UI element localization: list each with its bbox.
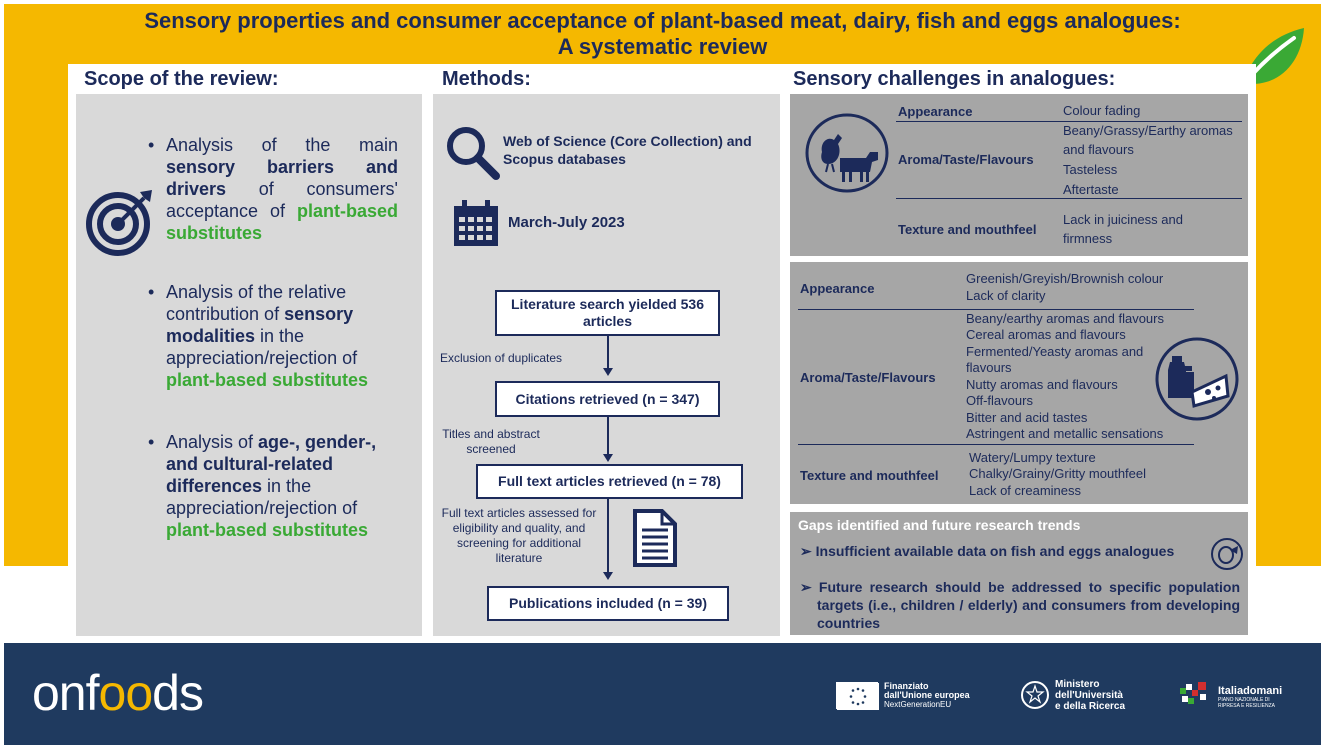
scope-item-2: • Analysis of the relative contribution of sensory modalities in the appreciation/rejection of plant-based substitutes <box>148 282 369 390</box>
dairy-aroma-3: Fermented/Yeasty aromas and <box>966 344 1144 359</box>
dairy-aroma-8: Astringent and metallic sensations <box>966 426 1164 441</box>
scope-item-1-green: plant-based substitutes <box>166 201 398 243</box>
dairy-appearance-1: Greenish/Greyish/Brownish colour <box>966 271 1164 286</box>
scope-item-1: • Analysis of the main sensory barriers and drivers of consumers' acceptance of plant-based substitutes <box>148 135 398 243</box>
meat-aroma-3: Tasteless <box>1063 162 1118 177</box>
gaps-item-2-text: Future research should be addressed to specific population targets (i.e., children / elderly) and consumers from developing countries <box>817 579 1240 631</box>
target-icon <box>86 188 154 256</box>
dairy-appearance-label: Appearance <box>800 281 875 296</box>
dairy-appearance-2: Lack of clarity <box>966 288 1046 303</box>
meat-aroma-1: Beany/Grassy/Earthy aromas <box>1063 123 1233 138</box>
dairy-aroma-5: Nutty aromas and flavours <box>966 377 1118 392</box>
methods-databases: Web of Science (Core Collection) and Scopus databases <box>503 133 752 167</box>
flow-box-search: Literature search yielded 536 articles <box>495 290 720 336</box>
methods-heading: Methods: <box>442 68 531 90</box>
scope-item-1-bold: sensory barriers and drivers <box>166 157 398 199</box>
meat-divider-1 <box>896 121 1242 122</box>
meat-texture-label: Texture and mouthfeel <box>898 222 1037 237</box>
dairy-aroma-label: Aroma/Taste/Flavours <box>800 370 936 385</box>
gaps-heading: Gaps identified and future research trends <box>798 517 1081 533</box>
meat-texture-1: Lack in juiciness and <box>1063 212 1183 227</box>
dairy-texture-label: Texture and mouthfeel <box>800 468 939 483</box>
meat-appearance-value: Colour fading <box>1063 103 1141 118</box>
scope-item-3-text: Analysis of <box>166 432 259 452</box>
dairy-texture-2: Chalky/Grainy/Gritty mouthfeel <box>969 466 1147 481</box>
flow-arrow-2 <box>603 454 613 462</box>
dairy-divider-1 <box>798 309 1194 310</box>
dairy-aroma-6: Off-flavours <box>966 393 1033 408</box>
eu-funding-text: Finanziato dall'Unione europea NextGenerationEU <box>884 681 970 709</box>
scope-item-3-bold: age-, gender-, and cultural-related differences <box>166 432 377 496</box>
search-icon <box>444 124 502 182</box>
calendar-icon <box>452 200 500 248</box>
ministry-emblem-icon <box>1020 680 1050 710</box>
flow-arrow-1 <box>603 368 613 376</box>
scope-item-2-bold: sensory modalities <box>166 304 354 346</box>
meat-aroma-label: Aroma/Taste/Flavours <box>898 152 1034 167</box>
gaps-item-1-text: Insufficient available data on fish and eggs analogues <box>815 543 1175 559</box>
flow-box-citations: Citations retrieved (n = 347) <box>495 381 720 417</box>
scope-item-3-mid: in the appreciation/rejection of <box>166 476 358 518</box>
scope-item-2-text: Analysis of the relative contribution of <box>166 282 347 324</box>
meat-aroma-2: and flavours <box>1063 142 1134 157</box>
meat-aroma-4: Aftertaste <box>1063 182 1119 197</box>
dairy-aroma-4: flavours <box>966 360 1012 375</box>
title-line-1: Sensory properties and consumer acceptance of plant-based meat, dairy, fish and eggs analogues: <box>144 8 1181 33</box>
flow-note-assessed: Full text articles assessed for eligibility and quality, and screening for additional literature <box>441 506 597 565</box>
scope-item-3: • Analysis of age-, gender-, and cultural-related differences in the appreciation/rejection of plant-based substitutes <box>148 432 377 540</box>
flow-box-included: Publications included (n = 39) <box>487 586 729 621</box>
dairy-aroma-1: Beany/earthy aromas and flavours <box>966 311 1164 326</box>
scope-item-1-mid: of consumers' acceptance of <box>166 179 398 221</box>
dairy-divider-2 <box>798 444 1194 445</box>
flow-box-fulltext: Full text articles retrieved (n = 78) <box>476 464 743 499</box>
ministry-text: Ministero dell'Università e della Ricerca <box>1055 679 1126 712</box>
scope-item-3-green: plant-based substitutes <box>166 520 369 540</box>
scope-item-1-text: Analysis of the main <box>166 135 398 155</box>
title-line-2: A systematic review <box>557 34 768 59</box>
gaps-item-1 <box>800 542 1200 560</box>
fish-egg-icon <box>1210 538 1244 570</box>
onfoods-logo: onfoods <box>32 665 203 721</box>
dairy-texture-3: Lack of creaminess <box>969 483 1081 498</box>
eu-flag-icon <box>836 682 878 709</box>
dairy-texture-1: Watery/Lumpy texture <box>969 450 1096 465</box>
document-icon <box>632 508 678 568</box>
arrow-bullet-icon: ➢ <box>800 579 819 595</box>
chicken-cow-icon <box>804 112 890 194</box>
flow-note-duplicates: Exclusion of duplicates <box>439 351 563 365</box>
italiadomani-icon <box>1178 680 1216 710</box>
meat-texture-2: firmness <box>1063 231 1113 246</box>
methods-period: March-July 2023 <box>508 214 625 231</box>
flow-note-screened: Titles and abstract screened <box>442 427 540 456</box>
arrow-bullet-icon: ➢ <box>800 543 816 559</box>
milk-cheese-icon <box>1154 336 1240 422</box>
challenges-heading: Sensory challenges in analogues: <box>793 68 1116 90</box>
gaps-item-2 <box>800 578 1240 632</box>
meat-appearance-label: Appearance <box>898 104 973 119</box>
scope-item-2-mid: in the appreciation/rejection of <box>166 326 358 368</box>
dairy-aroma-7: Bitter and acid tastes <box>966 410 1088 425</box>
scope-item-2-green: plant-based substitutes <box>166 370 369 390</box>
flow-arrow-3 <box>603 572 613 580</box>
meat-divider-2 <box>896 198 1242 199</box>
italiadomani-text: Italiadomani PIANO NAZIONALE DI RIPRESA E RESILIENZA <box>1218 685 1283 709</box>
dairy-aroma-2: Cereal aromas and flavours <box>966 327 1126 342</box>
poster-title <box>4 8 1321 60</box>
scope-heading: Scope of the review: <box>84 68 279 90</box>
